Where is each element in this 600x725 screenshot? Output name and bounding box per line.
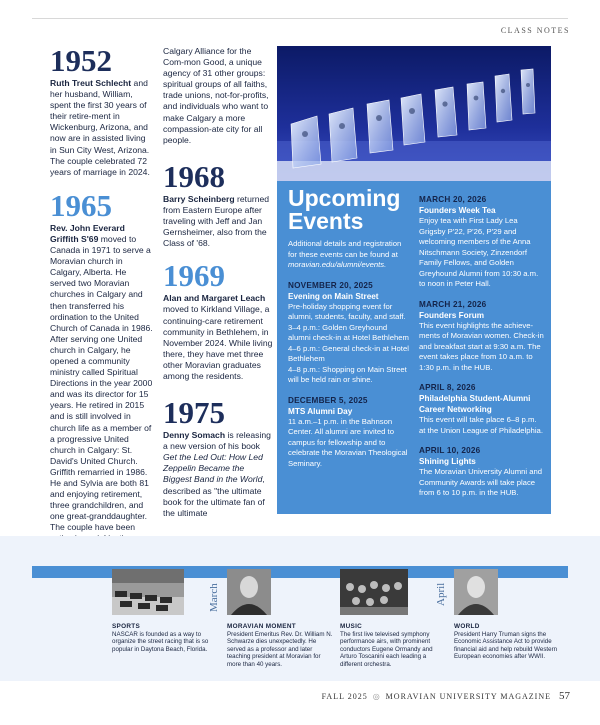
event-detail: 11 a.m.–1 p.m. in the Bahnson Center. All alumni are invited to campus for fellowship and to celebrate the Moravian Theological Seminary. [288, 416, 408, 468]
event-date: DECEMBER 5, 2025 [288, 395, 368, 405]
page-footer [322, 690, 570, 702]
events-url[interactable]: moravian.edu/alumni/events. [288, 260, 387, 269]
event-date: MARCH 21, 2026 [419, 299, 487, 309]
class-year: 1968 [163, 158, 225, 194]
event-title: Evening on Main Street [288, 291, 379, 301]
events-intro: Additional details and registration for these events can be found at [288, 239, 402, 259]
class-year: 1965 [50, 187, 112, 223]
portrait-photo [454, 569, 498, 615]
timeline-category: SPORTS [112, 623, 141, 630]
class-year: 1952 [50, 43, 112, 78]
event-date: APRIL 8, 2026 [419, 383, 476, 392]
timeline-text: NASCAR is founded as a way to organize the street racing that is so popular in Daytona Beach, Florida. [112, 630, 209, 653]
class-year: 1969 [163, 258, 225, 294]
event-detail: Enjoy tea with First Lady Lea Grigsby P'22, P'26, P'29 and welcoming members of the Anna Nitschmann Society, Zinzendorf Family Fellows, and Golden Greyhound Alumni from 10:30 a.m. to noon in Peter Hall. [419, 216, 539, 288]
event-detail: 4–6 p.m.: General check-in at Hotel Bethlehem [288, 343, 409, 363]
event-title: Philadelphia Student-Alumni Career Networking [419, 394, 531, 414]
timeline-item [227, 623, 335, 669]
magazine-name: MORAVIAN UNIVERSITY MAGAZINE [385, 691, 551, 701]
timeline-category: MUSIC [340, 623, 363, 630]
timeline-month: April [435, 582, 447, 606]
class-notes-column-2 [163, 46, 273, 519]
race-cars-photo [112, 569, 184, 615]
event-detail: This event highlights the achieve-ments of Moravian women. Check-in and breakfast start at 9:30 a.m. The event takes place from 10 a.m. to 1:30 p.m. in the HUB. [419, 320, 544, 372]
alumni-name: Ruth Treut Schlecht [50, 78, 132, 88]
event-detail: The Moravian University Alumni and Community Awards will take place from 6 to 10 p.m. in the HUB. [419, 467, 543, 497]
issue-label: FALL 2025 [321, 691, 368, 701]
timeline-category: MORAVIAN MOMENT [227, 623, 296, 630]
timeline-text: President Emeritus Rev. Dr. William N. Schwarze dies unexpectedly. He served as a professor and later teaching president at Moravian for more than 40 years. [227, 630, 333, 668]
event-title: Founders Week Tea [419, 206, 496, 215]
book-title: Get the Led Out: How Led Zeppelin Became the Biggest Band in the World [163, 452, 263, 485]
event-date: NOVEMBER 20, 2025 [288, 280, 373, 290]
alumni-name: Alan and Margaret Leach [163, 293, 266, 304]
timeline-item [112, 623, 220, 653]
awards-photo [277, 46, 551, 181]
class-year: 1975 [163, 395, 225, 431]
timeline-category: WORLD [454, 623, 480, 630]
event-title: Shining Lights [419, 457, 476, 466]
page-number: 57 [559, 690, 570, 702]
events-heading: Upcoming Events [288, 185, 401, 234]
separator-dot-icon: ◎ [372, 691, 381, 701]
class-note: Denny Somach is releasing a new version of his book Get the Led Out: How Led Zeppelin Became the Biggest Band in the World, described as "the ultimate book for the ultimate fan of the ultimate [163, 430, 271, 518]
class-note: Alan and Margaret Leach moved to Kirkland Village, a continuing-care retirement community in Bethlehem, in November 2024. While living there, they have met three other Moravian graduates among the residents. [163, 293, 273, 381]
event-date: APRIL 10, 2026 [419, 446, 481, 455]
events-column-left [288, 239, 410, 469]
event-title: Founders Forum [419, 310, 485, 320]
timeline-month: March [208, 583, 220, 612]
event-title: MTS Alumni Day [288, 406, 353, 416]
event-detail: This event will take place 6–8 p.m. at the Union League of Philadelphia. [419, 415, 543, 435]
events-column-right [419, 194, 545, 499]
class-note-continued: Calgary Alliance for the Com-mon Good, a unique agency of 31 other groups: spiritual groups of all faiths, trade unions, not-for-profits, and individuals who want to make Calgary a more compassion-ate city for all people. [163, 46, 269, 145]
portrait-photo [227, 569, 271, 615]
section-label: CLASS NOTES [500, 26, 570, 35]
timeline-text: The first live televised symphony performance airs, with prominent conductors Eugene Ormandy and Arturo Toscanini each leading a different orchestra. [340, 630, 433, 668]
top-rule [32, 18, 568, 19]
alumni-name: Denny Somach [163, 430, 226, 441]
orchestra-photo [340, 569, 408, 615]
class-notes-column-1 [50, 44, 154, 556]
alumni-name: Barry Scheinberg [163, 193, 235, 204]
alumni-name: Rev. John Everard Griffith S'69 [50, 222, 125, 244]
event-detail: 3–4 p.m.: Golden Greyhound alumni check-in at Hotel Bethlehem [288, 322, 409, 342]
event-date: MARCH 20, 2026 [419, 195, 487, 204]
timeline-item [340, 623, 448, 669]
event-detail: Pre-holiday shopping event for alumni, students, faculty, and staff. [288, 301, 406, 321]
timeline-item [454, 623, 562, 661]
class-note: Rev. John Everard Griffith S'69 moved to Canada in 1971 to serve a Moravian church in Calgary, Alberta. He served two Moravian churches in Calgary and then transferred his ordination to the United Church of Canada in 1986. After serving one United church in Calgary, he opened a community ministry called Spiritual Directions in the year 2000 and was its director for 15 years. He retired in 2015 and is still involved in church life as a member of a progressive United church in Calgary: St. David's United Church. Griffith remarried in 1986. He and Sylvia are both 81 and enjoying retirement, three grandchildren, and one great-granddaughter. The couple have been [50, 222, 153, 533]
class-note: Barry Scheinberg returned from Eastern Europe after traveling with Jeff and Jan Gernsheimer, also from the Class of '68. [163, 193, 270, 249]
event-detail: 4–8 p.m.: Shopping on Main Street will be held rain or shine. [288, 364, 407, 384]
class-note: Ruth Treut Schlecht and her husband, William, spent the first 30 years of their retire-ment in Wickenburg, Arizona, and now are in assisted living in Sun City West, Arizona. The couple celebrated 72 years of marriage in 2024. [50, 78, 150, 177]
upcoming-events-panel [277, 181, 551, 514]
timeline-text: President Harry Truman signs the Economic Assistance Act to provide financial aid and help rebuild Western European economies after WWII. [454, 630, 558, 661]
